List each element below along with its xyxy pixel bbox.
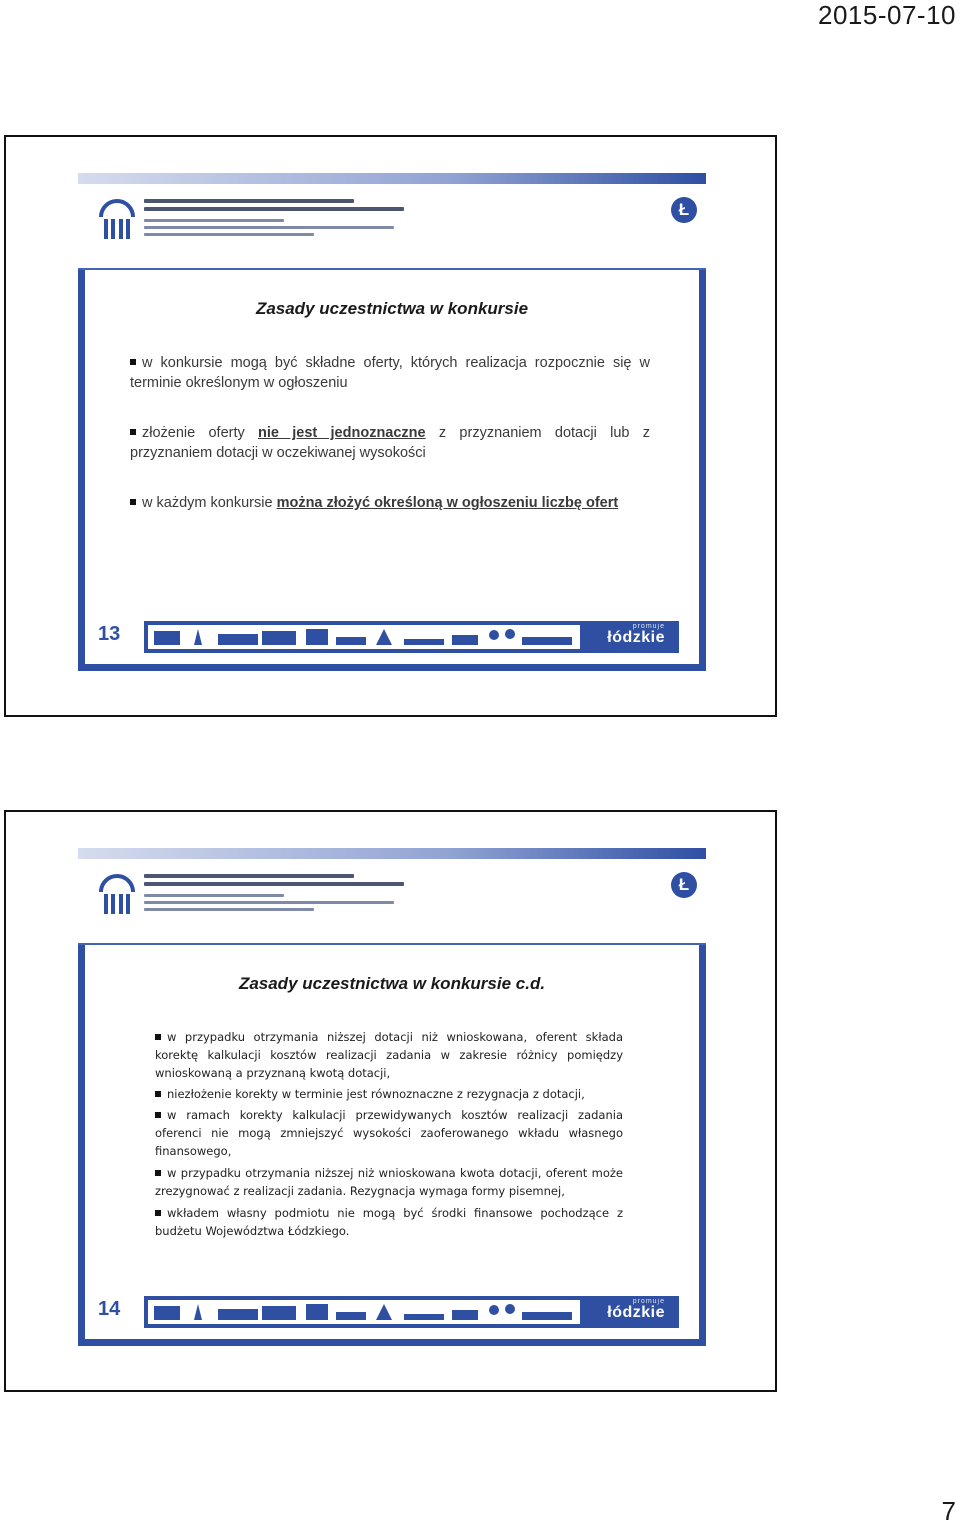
slide-footer [78,1286,706,1346]
emphasis-text: nie jest jednoznaczne [258,425,426,441]
slide-14-frame [4,810,777,1392]
header-address-block [144,199,434,240]
bullet-square-icon [130,429,136,435]
skyline-icon [148,625,580,649]
slide-footer [78,611,706,671]
page-number: 7 [941,1496,956,1526]
lodz-emblem-icon: Ł [671,872,697,898]
institution-logo [99,872,135,918]
bullet-square-icon [155,1210,161,1216]
list-item: w ramach korekty kalkulacji przewidywanych kosztów realizacji zadania oferenci nie mogą zmniejszyć wysokości zaoferowanego wkładu własnego finansowego, [155,1108,623,1158]
institution-logo [99,197,135,243]
header-address-block [144,874,434,915]
bullet-square-icon [130,499,136,505]
slide-13 [78,173,706,671]
slide-title: Zasady uczestnictwa w konkursie [255,299,529,318]
bullet-square-icon [155,1091,161,1097]
slide-13-frame [4,135,777,717]
list-item: w każdym konkursie można złożyć określoną w ogłoszeniu liczbę ofert [130,493,650,513]
slide-14 [78,848,706,1346]
slide-header [78,173,706,270]
slide-number: 13 [98,623,121,645]
bullet-square-icon [155,1112,161,1118]
brand-logo: promuje łódzkie [607,623,665,646]
skyline-icon [148,1300,580,1324]
list-item: niezłożenie korekty w terminie jest równoznaczne z rezygnacja z dotacji, [155,1085,623,1103]
bullet-square-icon [130,359,136,365]
list-item: w przypadku otrzymania niższej niż wnioskowana kwota dotacji, oferent może zrezygnować z realizacji zadania. Rezygnacja wymaga formy pisemnej, [155,1166,623,1198]
bullet-list [130,353,650,543]
bullet-list [155,1028,623,1243]
footer-banner [144,1296,679,1328]
bullet-square-icon [155,1170,161,1176]
list-item: w przypadku otrzymania niższej dotacji niż wnioskowana, oferent składa korektę kalkulacji kosztów realizacji zadania w zakresie różnicy pomiędzy wnioskowaną a przyznaną kwotą dotacji, [155,1030,623,1080]
page-date: 2015-07-10 [818,0,956,30]
bullet-square-icon [155,1034,161,1040]
slide-header [78,848,706,945]
list-item: złożenie oferty nie jest jednoznaczne z przyznaniem dotacji lub z przyznaniem dotacji w oczekiwanej wysokości [130,425,650,461]
brand-logo: promuje łódzkie [607,1298,665,1321]
slide-number: 14 [98,1298,121,1320]
list-item: w konkursie mogą być składne oferty, których realizacja rozpocznie się w terminie określonym w ogłoszeniu [130,355,650,391]
slide-title: Zasady uczestnictwa w konkursie c.d. [238,974,546,993]
list-item: wkładem własny podmiotu nie mogą być środki finansowe pochodzące z budżetu Województwa Łódzkiego. [155,1206,623,1238]
lodz-emblem-icon: Ł [671,197,697,223]
emphasis-text: można złożyć określoną w ogłoszeniu liczbę ofert [276,495,619,511]
footer-banner [144,621,679,653]
